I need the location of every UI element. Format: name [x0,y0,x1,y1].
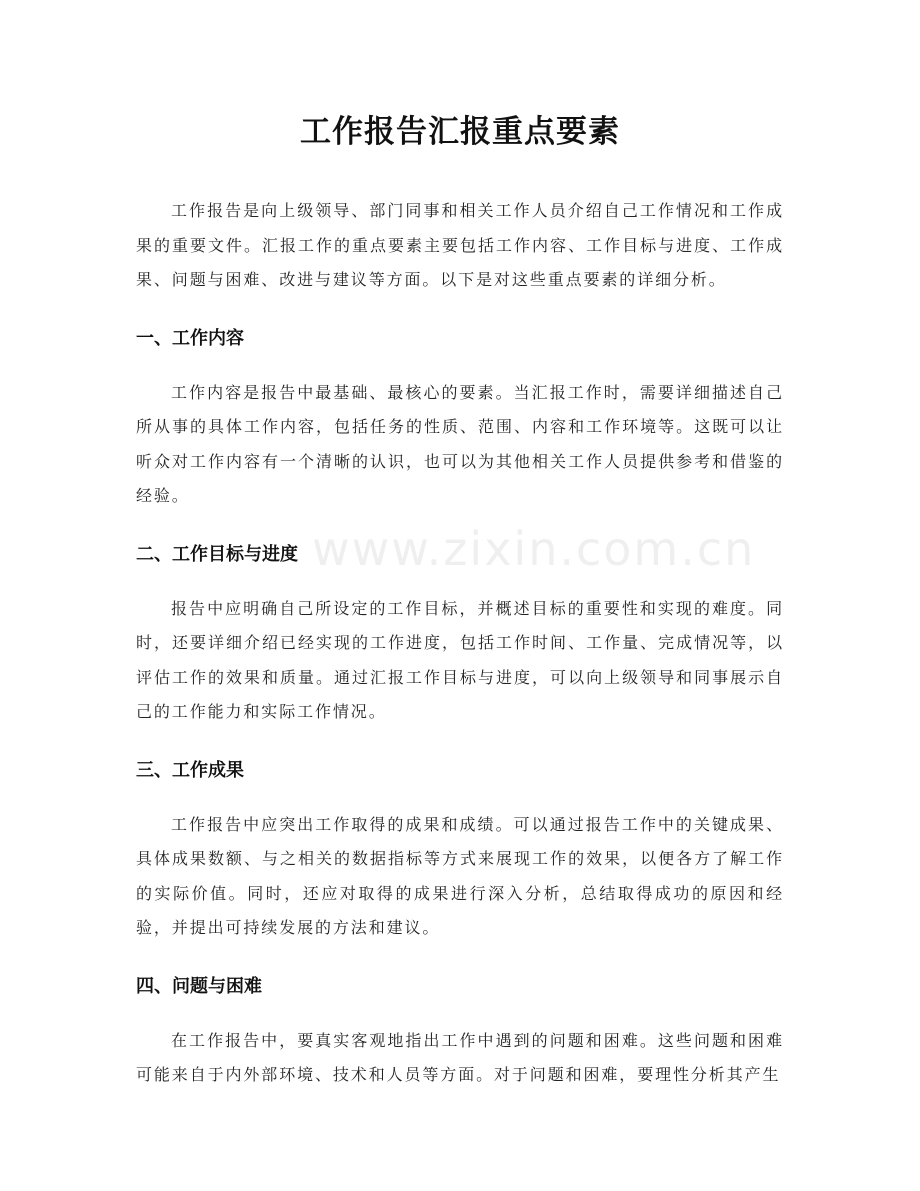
section-body-work-content: 工作内容是报告中最基础、最核心的要素。当汇报工作时，需要详细描述自己所从事的具体工作内容，包括任务的性质、范围、内容和工作环境等。这既可以让听众对工作内容有一个清晰的认识，也可以为其他相关工作人员提供参考和借鉴的经验。 [136,382,784,505]
section-heading-problems: 四、问题与困难 [136,975,262,997]
section-heading-results: 三、工作成果 [136,759,244,781]
section-heading-work-content: 一、工作内容 [136,327,244,349]
section-body-problems: 在工作报告中，要真实客观地指出工作中遇到的问题和困难。这些问题和困难可能来自于内外部环境、技术和人员等方面。对于问题和困难，要理性分析其产生 [136,1030,784,1084]
section-heading-goals-progress: 二、工作目标与进度 [136,543,298,565]
intro-paragraph: 工作报告是向上级领导、部门同事和相关工作人员介绍自己工作情况和工作成果的重要文件。汇报工作的重点要素主要包括工作内容、工作目标与进度、工作成果、问题与困难、改进与建议等方面。以下是对这些重点要素的详细分析。 [136,201,784,289]
section-body-results: 工作报告中应突出工作取得的成果和成绩。可以通过报告工作中的关键成果、具体成果数额、与之相关的数据指标等方式来展现工作的效果，以便各方了解工作的实际价值。同时，还应对取得的成果进行深入分析，总结取得成功的原因和经验，并提出可持续发展的方法和建议。 [136,814,784,937]
watermark: www.zixin.com.cn [312,522,756,576]
document-title: 工作报告汇报重点要素 [300,114,620,150]
section-body-goals-progress: 报告中应明确自己所设定的工作目标，并概述目标的重要性和实现的难度。同时，还要详细介绍已经实现的工作进度，包括工作时间、工作量、完成情况等，以评估工作的效果和质量。通过汇报工作目标与进度，可以向上级领导和同事展示自己的工作能力和实际工作情况。 [136,598,784,721]
